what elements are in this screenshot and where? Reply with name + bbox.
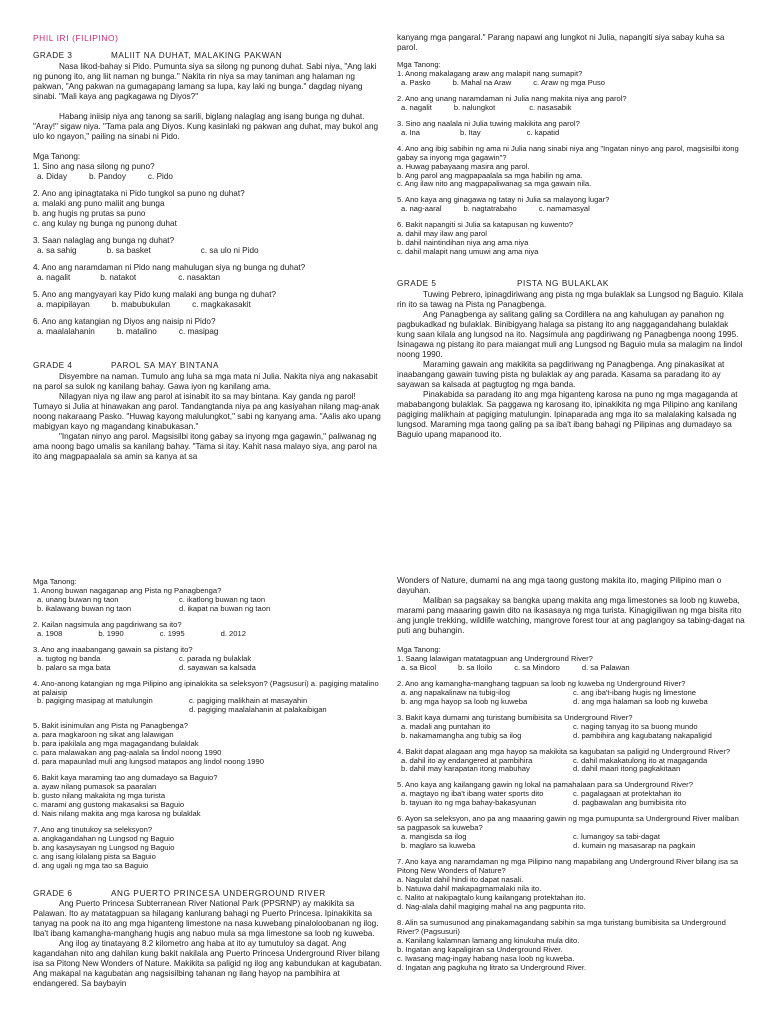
option-a: a. ang napakalinaw na tubig-ilog <box>401 687 510 697</box>
grade4-label: GRADE 4 <box>33 361 73 371</box>
question-text: 3. Sino ang naalala ni Julia tuwing makikita ang parol? <box>397 118 580 128</box>
grade5-paragraph-2: Ang Panagbenga ay salitang galing sa Cordillera na ang kahulugan ay panahon ng pagbukadkad ng bulaklak. Binibigyang halaga sa pistang ito ang naggagandahang bulaklak kung saan kilala ang lungsod na ito. Nagsimula ang pagdiriwang ng Panagbenga noong 1995. Isinagawa ng pistang ito para maiangat muli ang Lungsod ng Baguio mula sa malagim na lindol noong 1990. <box>397 310 743 360</box>
grade4-paragraph-3: "Ingatan ninyo ang parol. Magsisilbi itong gabay sa inyong mga gagawin," paliwanag ng ama noong bago umalis sa kanilang bahay. "Tama si itay. Kahit nasa malayo siya, ang parol na ito ang magpapaalala sa amin sa kanya at sa <box>33 432 377 462</box>
option-a: a. sa sahig <box>37 246 77 256</box>
option-a: a. tugtog ng banda <box>37 653 101 663</box>
option-b: b. pagiging masipag at matulungin <box>37 696 153 706</box>
option-b: b. para ipakilala ang mga magagandang bulaklak <box>33 739 199 749</box>
option-d: d. sa Palawan <box>581 662 630 672</box>
option-c: c. nasasabik <box>529 102 572 112</box>
question-text: 1. Anong buwan nagaganap ang Pista ng Panagbenga? <box>33 585 222 595</box>
grade3-heading <box>33 51 383 61</box>
option-c: c. 1995 <box>159 628 185 638</box>
option-c: c. marami ang gustong makasaksi sa Baguio <box>33 800 185 810</box>
option-c: c. ikatlong buwan ng taon <box>179 594 266 604</box>
option-c: c. namamasyal <box>538 204 590 214</box>
grade3-questions-label: Mga Tanong: <box>33 152 81 162</box>
question-text: 8. Alin sa sumusunod ang pinakamagandang sabihin sa mga turistang bumibisita sa Underground River? (Pagsusuri) <box>397 917 726 936</box>
option-b: b. nagtatrabaho <box>463 204 517 214</box>
grade3-question-4 <box>33 263 383 283</box>
grade6-question-6 <box>397 815 747 851</box>
option-b: b. dahil naintindihan niya ang ama niya <box>397 238 529 248</box>
option-a: a. Kanilang kalamnan lamang ang kinukuha mula dito. <box>397 935 580 945</box>
grade6-label: GRADE 6 <box>33 888 73 898</box>
grade6-continuation-2: Maliban sa pagsakay sa bangka upang makita ang mga limestones sa loob ng kuweba, marami pang maaaring gawin dito na ikasasaya ng mga turista. Kinagigiliwan ng mga bisita rito ang jungle trekking, wildlife watching, mangrove forest tour at ang paglangoy sa tabing-dagat na puti ang buhangin. <box>397 596 745 635</box>
grade5-question-1 <box>33 587 383 614</box>
question-text: 4. Ano-anong katangian ng mga Pilipino ang ipinakikita sa seleksyon? (Pagsusuri) a. pagiging matalino at palaisip <box>33 678 379 697</box>
option-b: b. Natuwa dahil makapagmamalaki nila ito. <box>397 883 542 893</box>
grade6-continuation-1: Wonders of Nature, dumami na ang mga taong gustong makita ito, maging Pilipino man o dayuhan. <box>397 576 722 595</box>
grade4-continuation: kanyang mga pangaral." Parang napawi ang lungkot ni Julia, napangiti siya sabay kuha sa parol. <box>397 33 725 52</box>
question-text: 5. Ano ang mangyayari kay Pido kung malaki ang bunga ng duhat? <box>33 290 277 300</box>
grade6-paragraph-2: Ang ilog ay tinatayang 8.2 kilometro ang haba at ito ay tumutuloy sa dagat. Ang kagandahan nito ang dahilan kung bakit nakilala ang Puerto Princesa Underground River bilang isa sa Pitong New Wonders of Nature. Makikita sa paligid ng ilog ang kabundukan at kagubatan. Ang makapal na kagubatan ang nagsisilbing tahanan ng ilang hayop na pambihira at endangered. Sa baybayin <box>33 939 382 989</box>
question-text: 5. Ano kaya ang ginagawa ng tatay ni Julia sa malayong lugar? <box>397 195 610 205</box>
grade5-heading <box>397 279 747 289</box>
question-text: 5. Bakit isinimulan ang Pista ng Panagbenga? <box>33 721 188 731</box>
bottom-right-column <box>397 576 747 973</box>
option-c: c. Pido <box>147 172 173 182</box>
option-a: a. nagalit <box>401 102 432 112</box>
option-c: c. dahil makakatulong ito at magaganda <box>573 755 708 765</box>
option-d: d. ang mga halaman sa loob ng kuweba <box>573 696 708 706</box>
option-b: b. palaro sa mga bata <box>37 662 111 672</box>
option-d: d. pagbawalan ang bumibisita rito <box>573 798 687 808</box>
option-b: b. nakamamangha ang tubig sa ilog <box>401 730 522 740</box>
grade6-question-3 <box>397 714 747 741</box>
question-text: 6. Bakit napangiti si Julia sa katapusan ng kuwento? <box>397 220 574 230</box>
option-c: c. para malawakan ang pag-aalala sa lindol noong 1990 <box>33 748 222 758</box>
question-text: 6. Ano ang katangian ng Diyos ang naisip ni Pido? <box>33 317 216 327</box>
question-text: 2. Ano ang ipinagtataka ni Pido tungkol sa puno ng duhat? <box>33 189 245 199</box>
option-d: d. dahil maari itong pagkakitaan <box>573 764 681 774</box>
option-a: a. madali ang puntahan ito <box>401 721 491 731</box>
option-d: d. Nais nilang makita ang mga karosa ng bulaklak <box>33 808 201 818</box>
option-d: d. kumain ng masasarap na pagkain <box>573 841 696 851</box>
option-a: a. sa Bicol <box>401 662 437 672</box>
option-d: d. pagiging maalalahanin at palakaibigan <box>189 705 327 715</box>
option-a: a. mapipilayan <box>37 300 90 310</box>
option-a: a. Pasko <box>401 77 431 87</box>
option-a: a. angkagandahan ng Lungsod ng Baguio <box>33 833 175 843</box>
option-c: c. ang iba't-ibang hugis ng limestone <box>573 687 697 697</box>
option-c: c. parada ng bulaklak <box>179 653 252 663</box>
option-b: b. matalino <box>116 327 157 337</box>
grade4-question-4 <box>397 145 747 190</box>
option-a: a. nag-aaral <box>401 204 442 214</box>
option-a: a. unang buwan ng taon <box>37 594 119 604</box>
option-b: b. Mahal na Araw <box>452 77 512 87</box>
question-text: 4. Bakit dapat alagaan ang mga hayop sa makikita sa kagubatan sa paligid ng Underground River? <box>397 746 731 756</box>
option-c: c. masipag <box>178 327 219 337</box>
option-a: a. nagalit <box>37 273 71 283</box>
question-text: 1. Sino ang nasa silong ng puno? <box>33 162 155 172</box>
option-b: b. dahil may karapatan itong mabuhay <box>401 764 530 774</box>
option-a: a. 1908 <box>37 628 63 638</box>
grade6-question-2 <box>397 680 747 707</box>
option-c: c. naging tanyag ito sa buong mundo <box>573 721 698 731</box>
option-d: d. Ingatan ang pagkuha ng litrato sa Underground River. <box>397 962 587 972</box>
option-a: a. malaki ang puno maliit ang bunga <box>33 199 165 209</box>
grade6-question-5 <box>397 781 747 808</box>
grade4-questions-label: Mga Tanong: <box>397 60 441 69</box>
option-b: b. natakot <box>100 273 137 283</box>
option-b: b. ang kasaysayan ng Lungsod ng Baguio <box>33 842 175 852</box>
option-b: b. maglaro sa kuweba <box>401 841 476 851</box>
option-b: b. Pandoy <box>89 172 126 182</box>
grade3-question-3 <box>33 236 383 256</box>
grade6-question-7 <box>397 858 747 912</box>
grade6-heading <box>33 889 383 899</box>
document-title: PHIL IRI (FILIPINO) <box>33 33 119 43</box>
option-c: c. nasaktan <box>178 273 221 283</box>
option-a: a. mangisda sa ilog <box>401 832 467 842</box>
option-b: b. Ang parol ang magpapaalala sa mga habilin ng ama. <box>397 170 583 180</box>
grade6-story-title: ANG PUERTO PRINCESA UNDERGROUND RIVER <box>111 888 326 898</box>
option-b: b. ang hugis ng prutas sa puno <box>33 209 146 219</box>
option-c: c. ang kulay ng bunga ng punong duhat <box>33 219 177 229</box>
grade3-label: GRADE 3 <box>33 51 73 61</box>
bottom-left-column <box>33 578 383 989</box>
question-text: 2. Ano ang unang naramdaman ni Julia nang makita niya ang parol? <box>397 93 627 103</box>
question-text: 4. Ano ang naramdaman ni Pido nang mahulugan siya ng bunga ng duhat? <box>33 263 306 273</box>
grade3-story-title: MALIIT NA DUHAT, MALAKING PAKWAN <box>111 51 283 61</box>
grade3-paragraph-1: Nasa likod-bahay si Pido. Pumunta siya sa silong ng punong duhat. Sabi niya, "Ang laki ng punong ito, ang liit naman ng bunga." Nakita rin niya sa may taniman ang halaman ng pakwan, "Ang pakwan na gumagapang lamang sa lupa, kay laki ng bunga." dagdag niyang sinabi. "Mali kaya ang pagkagawa ng Diyos?" <box>33 62 377 102</box>
option-c: c. lumangoy sa tabi-dagat <box>573 832 660 842</box>
grade5-story-title: PISTA NG BULAKLAK <box>517 279 609 289</box>
option-b: b. Itay <box>460 127 481 137</box>
option-b: b. sa basket <box>106 246 151 256</box>
option-c: c. sa Mindoro <box>514 662 560 672</box>
question-text: 3. Bakit kaya dumami ang turistang bumibisita sa Underground River? <box>397 712 633 722</box>
grade4-question-5 <box>397 196 747 214</box>
option-a: a. maalalahanin <box>37 327 95 337</box>
option-b: b. Ingatan ang kapaligiran sa Underground River. <box>397 944 563 954</box>
grade3-question-1 <box>33 162 383 182</box>
option-a: a. Diday <box>37 172 68 182</box>
option-d: d. sayawan sa kalsada <box>179 662 256 672</box>
option-c: c. Nalito at nakipagtalo kung kailangang protektahan ito. <box>397 892 586 902</box>
option-c: c. Ang ilaw nito ang magpapaliwanag sa mga gawain nila. <box>397 179 592 189</box>
grade5-paragraph-4: Pinakabida sa paradang ito ang mga higanteng karosa na puno ng mga magaganda at mababangong bulaklak. Sa paggawa ng karosang ito, ipinakikita ng mga Pilipino ang kanilang pagiging malikhain at pagiging matulungin. Ipinaparada ang mga ito sa malalaking kalsada ng lungsod. Maraming mga taong galing pa sa iba't ibang bahagi ng Pilipinas ang dumadayo sa Baguio upang mapanood ito. <box>397 390 738 440</box>
grade5-question-6 <box>33 774 383 819</box>
question-text: 3. Saan nalaglag ang bunga ng duhat? <box>33 236 175 246</box>
option-b: b. ang mga hayop sa loob ng kuweba <box>401 696 528 706</box>
option-a: a. Nagulat dahil hindi ito dapat nasali. <box>397 875 524 885</box>
grade3-question-6 <box>33 317 383 337</box>
top-right-column <box>397 33 747 440</box>
grade5-paragraph-1: Tuwing Pebrero, ipinagdiriwang ang pista ng mga bulaklak sa Lungsod ng Baguio. Kilala rin ito sa tawag na Pista ng Panagbenga. <box>397 290 744 310</box>
grade6-paragraph-1: Ang Puerto Princesa Subterranean River National Park (PPSRNP) ay makikita sa Palawan. Ito ay matatagpuan sa hilagang kanlurang bahagi ng Puerto Princesa. Ipinakikita sa tanyag na pook na ito ang mga higanteng limestone na nasa kuwebang pinaloloobanan ng ilog. Iba't ibang kamangha-manghang hugis ang nabuo mula sa mga limestone sa loob ng kuweba. <box>33 899 379 939</box>
option-d: d. para mapaunlad muli ang lungsod matapos ang lindol noong 1990 <box>33 757 264 767</box>
option-b: b. 1990 <box>98 628 124 638</box>
option-c: c. pagalagaan at protektahan ito <box>573 789 682 799</box>
option-a: a. ayaw nilang pumasok sa paaralan <box>33 782 157 792</box>
option-c: c. kapatid <box>526 127 560 137</box>
question-text: 2. Ano ang kamangha-manghang tagpuan sa loob ng kuweba ng Underground River? <box>397 678 686 688</box>
option-a: a. dahil ito ay endangered at pambihira <box>401 755 533 765</box>
option-b: b. sa Iloilo <box>458 662 493 672</box>
option-b: b. gusto nilang makakita ng mga turista <box>33 791 166 801</box>
option-a: a. dahil may ilaw ang parol <box>397 229 487 239</box>
grade5-paragraph-3: Maraming gawain ang makikita sa pagdiriwang ng Panagbenga. Ang pinakasikat at inaabangang gawain tuwing pista ng bulaklak ay ang parada. Kasama sa paradang ito ay sayawan sa kalsada at pagtugtog ng mga banda. <box>397 360 725 390</box>
grade5-question-5 <box>33 722 383 767</box>
question-text: 7. Ano kaya ang naramdaman ng mga Pilipino nang mapabilang ang Underground River bilang isa sa Pitong New Wonders of Nature? <box>397 857 739 876</box>
grade5-question-2 <box>33 621 383 639</box>
option-d: d. ikapat na buwan ng taon <box>179 603 271 613</box>
grade3-question-2 <box>33 189 383 229</box>
option-a: a. Huwag pabayaang masira ang parol. <box>397 161 530 171</box>
grade5-question-3 <box>33 646 383 673</box>
option-c: c. ang isang kilalang pista sa Baguio <box>33 851 156 861</box>
question-text: 4. Ano ang ibig sabihin ng ama ni Julia nang sinabi niya ang "Ingatan ninyo ang parol, magsisilbi itong gabay sa inyong mga gagawin"? <box>397 143 739 162</box>
option-a: a. para magkaroon ng sikat ang lalawigan <box>33 730 174 740</box>
grade4-heading <box>33 361 383 371</box>
grade3-question-5 <box>33 290 383 310</box>
grade5-question-7 <box>33 826 383 871</box>
question-text: 7. Ano ang tinutukoy sa seleksyon? <box>33 824 153 834</box>
question-text: 2. Kailan nagsimula ang pagdiriwang sa ito? <box>33 619 182 629</box>
grade4-question-1 <box>397 70 747 88</box>
option-b: b. mabubukulan <box>111 300 171 310</box>
question-text: 1. Saang lalawigan matatagpuan ang Underground River? <box>397 653 593 663</box>
option-d: d. 2012 <box>220 628 246 638</box>
grade4-question-2 <box>397 95 747 113</box>
option-c: c. Araw ng mga Puso <box>533 77 606 87</box>
grade3-paragraph-2: Habang iniisip niya ang tanong sa sarili, biglang nalaglag ang isang bunga ng duhat. "Aray!" sigaw niya. "Tama pala ang Diyos. Kung kasinlaki ng pakwan ang duhat, may bukol ang ulo ko ngayon," pailing na sinabi ni Pido. <box>33 112 379 142</box>
grade5-questions-label: Mga Tanong: <box>33 577 77 586</box>
option-c: c. magkakasakit <box>192 300 251 310</box>
grade6-question-4 <box>397 748 747 775</box>
grade4-question-3 <box>397 120 747 138</box>
option-a: a. Ina <box>401 127 420 137</box>
question-text: 5. Ano kaya ang kailangang gawin ng lokal na pamahalaan para sa Underground River? <box>397 780 693 790</box>
grade6-question-1 <box>397 655 747 673</box>
option-a: a. magtayo ng iba't ibang water sports dito <box>401 789 544 799</box>
grade4-question-6 <box>397 221 747 257</box>
grade4-paragraph-2: Nilagyan niya ng ilaw ang parol at isinabit ito sa may bintana. Kay ganda ng parol! Tumayo si Julia at hinawakan ang parol. Tandangtanda niya pa ang kasiyahan nilang mag-anak noong nakaraang Pasko. "Huwag kayong malulungkot," sabi ng kanyang ama. "Aalis ako upang mabigyan kayo ng magandang kinabukasan." <box>33 392 381 432</box>
top-left-column <box>33 33 383 462</box>
option-b: b. ikalawang buwan ng taon <box>37 603 132 613</box>
grade6-questions-label: Mga Tanong: <box>397 645 441 654</box>
grade6-question-8 <box>397 919 747 973</box>
option-b: b. tayuan ito ng mga bahay-bakasyunan <box>401 798 537 808</box>
option-b: b. nalungkot <box>453 102 496 112</box>
option-c: c. Iwasang mag-ingay habang nasa loob ng kuweba. <box>397 953 575 963</box>
question-text: 1. Anong makalagang araw ang malapit nang sumapit? <box>397 68 583 78</box>
option-d: d. pambihira ang kagubatang nakapaligid <box>573 730 712 740</box>
option-d: d. ang ugali ng mga tao sa Baguio <box>33 860 149 870</box>
grade5-question-4 <box>33 680 383 716</box>
grade4-paragraph-1: Disyembre na naman. Tumulo ang luha sa mga mata ni Julia. Nakita niya ang nakasabit na parol sa sulok ng kanilang bahay. Gawa iyon ng kanilang ama. <box>33 372 378 392</box>
question-text: 6. Bakit kaya maraming tao ang dumadayo sa Baguio? <box>33 773 218 783</box>
option-c: c. pagiging malikhain at masayahin <box>189 696 308 706</box>
option-d: d. Nag-alala dahil magiging mahal na ang pagpunta rito. <box>397 901 586 911</box>
grade4-story-title: PAROL SA MAY BINTANA <box>111 361 219 371</box>
question-text: 3. Ano ang inaabangang gawain sa pistang ito? <box>33 644 193 654</box>
option-c: c. dahil malapit nang umuwi ang ama niya <box>397 247 539 257</box>
option-c: c. sa ulo ni Pido <box>200 246 259 256</box>
question-text: 6. Ayon sa seleksyon, ano pa ang maaaring gawin ng mga pumupunta sa Underground River maliban sa pagpasok sa kuweba? <box>397 814 739 833</box>
grade5-label: GRADE 5 <box>397 279 437 289</box>
